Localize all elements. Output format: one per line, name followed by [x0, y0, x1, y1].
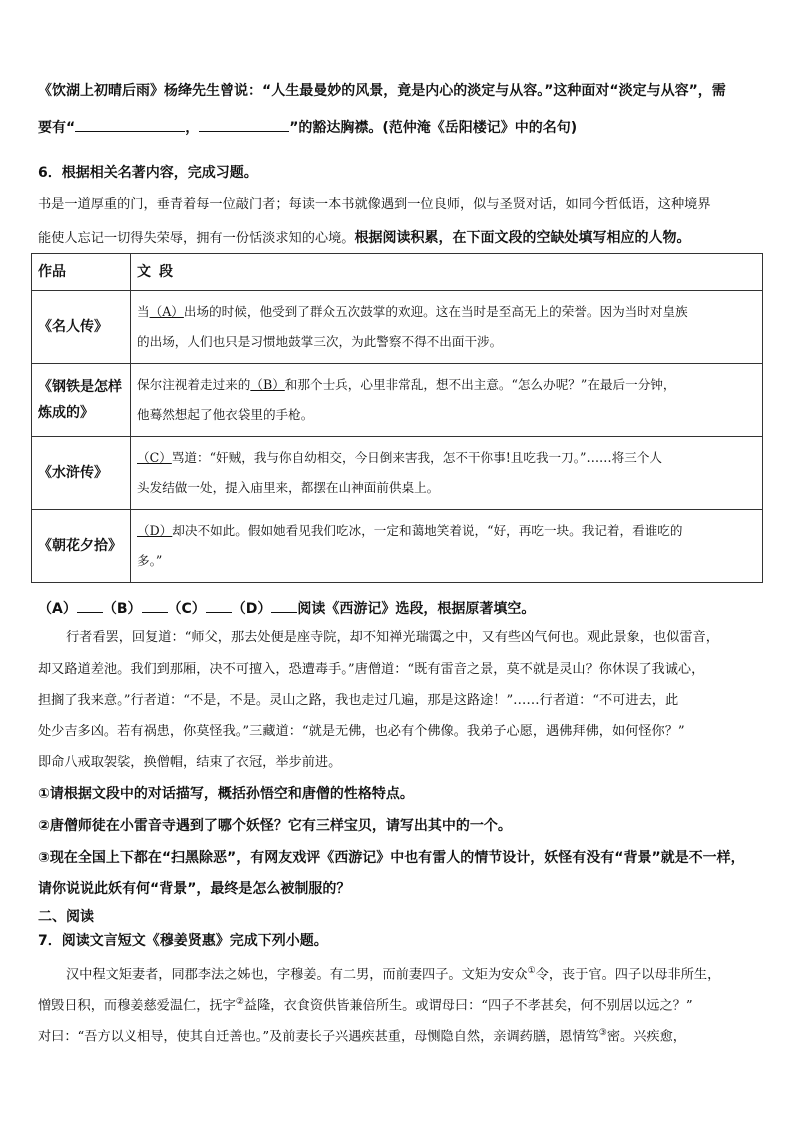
sub-question-3-line-1: ③现在全国上下都在“扫黑除恶”，有网友戏评《西游记》中也有雷人的情节设计，妖怪有没有“背景”就是不一样， — [38, 850, 745, 866]
sub-question-3-line-2: 请你说说此妖有何“背景”，最终是怎么被制服的？ — [38, 881, 351, 897]
answer-d-blank[interactable] — [271, 598, 297, 613]
passage-line: 处少吉多凶。若有祸患，你莫怪我。”三藏道：“就是无佛，也必有个佛像。我弟子心愿，遇佛拜佛，如何怪你？” — [38, 724, 685, 739]
passage-text: 对曰：“吾方以义相导，使其自迁善也。”及前妻长子兴遇疾甚重，母恻隐自然，亲调药膳，恩情笃 — [38, 1029, 599, 1045]
answer-a-blank[interactable] — [77, 598, 103, 613]
text-line: 他蓦然想起了他衣袋里的手枪。 — [137, 407, 314, 422]
text-cell — [131, 364, 763, 437]
table-header-row — [32, 254, 763, 291]
text-cell — [131, 437, 763, 510]
classical-passage-line — [66, 967, 758, 982]
blank-a-marker[interactable]: （A） — [149, 304, 184, 319]
sub-question-1: ①请根据文段中的对话描写，概括孙悟空和唐僧的性格特点。 — [38, 786, 414, 802]
intro-line-2 — [38, 117, 758, 135]
footnote-marker: ③ — [598, 1028, 607, 1038]
text-post: 骂道：“奸贼，我与你自幼相交，今日倒来害我，怎不干你事!且吃我一刀。”……将三个人 — [171, 450, 663, 465]
blank-c-marker[interactable]: （C） — [137, 450, 172, 465]
work-line: 炼成的》 — [38, 405, 94, 421]
text-pre: 当 — [137, 304, 150, 319]
table-row — [32, 437, 763, 510]
intro-line-2-post: ”的豁达胸襟。(范仲淹《岳阳楼记》中的名句) — [289, 120, 578, 136]
intro-line-2-mid: ， — [185, 120, 200, 136]
answer-b-label: （B） — [102, 601, 142, 617]
passage-line: 担搁了我来意。”行者道：“不是，不是。灵山之路，我也走过几遍，那是这路途！”……行者道：“不可进去，此 — [38, 693, 679, 708]
passage-text: 密。兴疾愈， — [606, 1029, 686, 1045]
work-cell: 《名人传》 — [32, 291, 131, 364]
intro-line-1: 《饮湖上初晴后雨》杨绛先生曾说：“人生最曼妙的风景，竟是内心的淡定与从容。”这种面对“淡定与从容”，需 — [38, 83, 726, 99]
question-6-intro-line-2a: 能使人忘记一切得失荣辱，拥有一份恬淡求知的心境。 — [38, 231, 355, 246]
classical-passage-line — [38, 998, 758, 1013]
answer-a-label: （A） — [38, 601, 77, 617]
answers-line — [38, 598, 758, 616]
answer-b-blank[interactable] — [142, 598, 168, 613]
classical-passage-line — [38, 1029, 758, 1044]
passage-text: 令，丧于官。四子以母非所生， — [535, 967, 721, 983]
header-work: 作品 — [32, 254, 131, 291]
text-line — [137, 516, 756, 546]
blank-b-marker[interactable]: （B） — [250, 377, 285, 392]
text-line: 的出场，人们也只是习惯地鼓掌三次，为此警察不得不出面干涉。 — [137, 334, 503, 349]
work-cell — [32, 364, 131, 437]
answer-c-label: （C） — [167, 601, 206, 617]
passage-text: 憎毁日积，而穆姜慈爱温仁，抚字 — [38, 998, 236, 1014]
passage-line: 却又路道差池。我们到那厢，决不可擅入，恐遭毒手。”唐僧道：“既有雷音之景，莫不就是灵山？你休误了我诚心， — [38, 662, 705, 677]
text-pre: 保尔注视着走过来的 — [137, 377, 251, 392]
answer-d-label: （D） — [231, 601, 272, 617]
answer-c-blank[interactable] — [206, 598, 232, 613]
text-line: 多。” — [137, 553, 163, 568]
question-6-intro-line-1: 书是一道厚重的门，垂青着每一位敲门者；每读一本书就像遇到一位良师，似与圣贤对话，如同今哲低语，这种境界 — [38, 197, 711, 212]
work-line: 《钢铁是怎样 — [38, 379, 122, 395]
question-6-title: 6．根据相关名著内容，完成习题。 — [38, 165, 258, 181]
works-table — [31, 253, 763, 583]
text-post: 出场的时候，他受到了群众五次鼓掌的欢迎。这在当时是至高无上的荣誉。因为当时对皇族 — [183, 304, 688, 319]
work-cell: 《朝花夕拾》 — [32, 510, 131, 583]
fill-blank-1[interactable] — [75, 117, 185, 132]
passage-text: 益隆，衣食资供皆兼倍所生。或谓母曰：“四子不孝甚矣，何不别居以远之？” — [243, 998, 693, 1014]
table-row — [32, 291, 763, 364]
blank-d-marker[interactable]: （D） — [137, 523, 173, 538]
text-post: 却决不如此。假如她看见我们吃冰，一定和蔼地笑着说，“好，再吃一块。我记着，看谁吃的 — [172, 523, 683, 538]
passage-line: 行者看罢，回复道：“师父，那去处便是座寺院，却不知禅光瑞霭之中，又有些凶气何也。观此景象，也似雷音， — [66, 630, 719, 645]
footnote-marker: ② — [235, 997, 244, 1007]
footnote-marker: ① — [527, 966, 536, 976]
passage-text: 汉中程文矩妻者，同郡李法之姊也，字穆姜。有二男，而前妻四子。文矩为安众 — [66, 967, 528, 983]
text-post: 和那个士兵，心里非常乱，想不出主意。“怎么办呢？”在最后一分钟， — [284, 377, 676, 392]
text-line — [137, 443, 756, 473]
work-cell: 《水浒传》 — [32, 437, 131, 510]
text-cell — [131, 291, 763, 364]
text-line — [137, 370, 756, 400]
passage-line: 即命八戒取袈裟，换僧帽，结束了衣冠，举步前进。 — [38, 755, 342, 770]
text-line: 头发结做一处，提入庙里来，都摆在山神面前供桌上。 — [137, 480, 440, 495]
fill-blank-2[interactable] — [199, 117, 289, 132]
table-row — [32, 364, 763, 437]
header-text: 文段 — [131, 254, 763, 291]
section-heading: 二、阅读 — [38, 909, 94, 925]
question-6-intro-line-2 — [38, 229, 758, 245]
text-line — [137, 297, 756, 327]
question-7-title: 7．阅读文言短文《穆姜贤惠》完成下列小题。 — [38, 933, 328, 949]
question-6-instruction: 根据阅读积累，在下面文段的空缺处填写相应的人物。 — [354, 230, 691, 246]
table-row — [32, 510, 763, 583]
xiyouji-instruction: 阅读《西游记》选段，根据原著填空。 — [297, 601, 536, 617]
intro-line-2-pre: 要有“ — [38, 120, 76, 136]
text-cell — [131, 510, 763, 583]
sub-question-2: ②唐僧师徒在小雷音寺遇到了哪个妖怪？它有三样宝贝，请写出其中的一个。 — [38, 818, 512, 834]
